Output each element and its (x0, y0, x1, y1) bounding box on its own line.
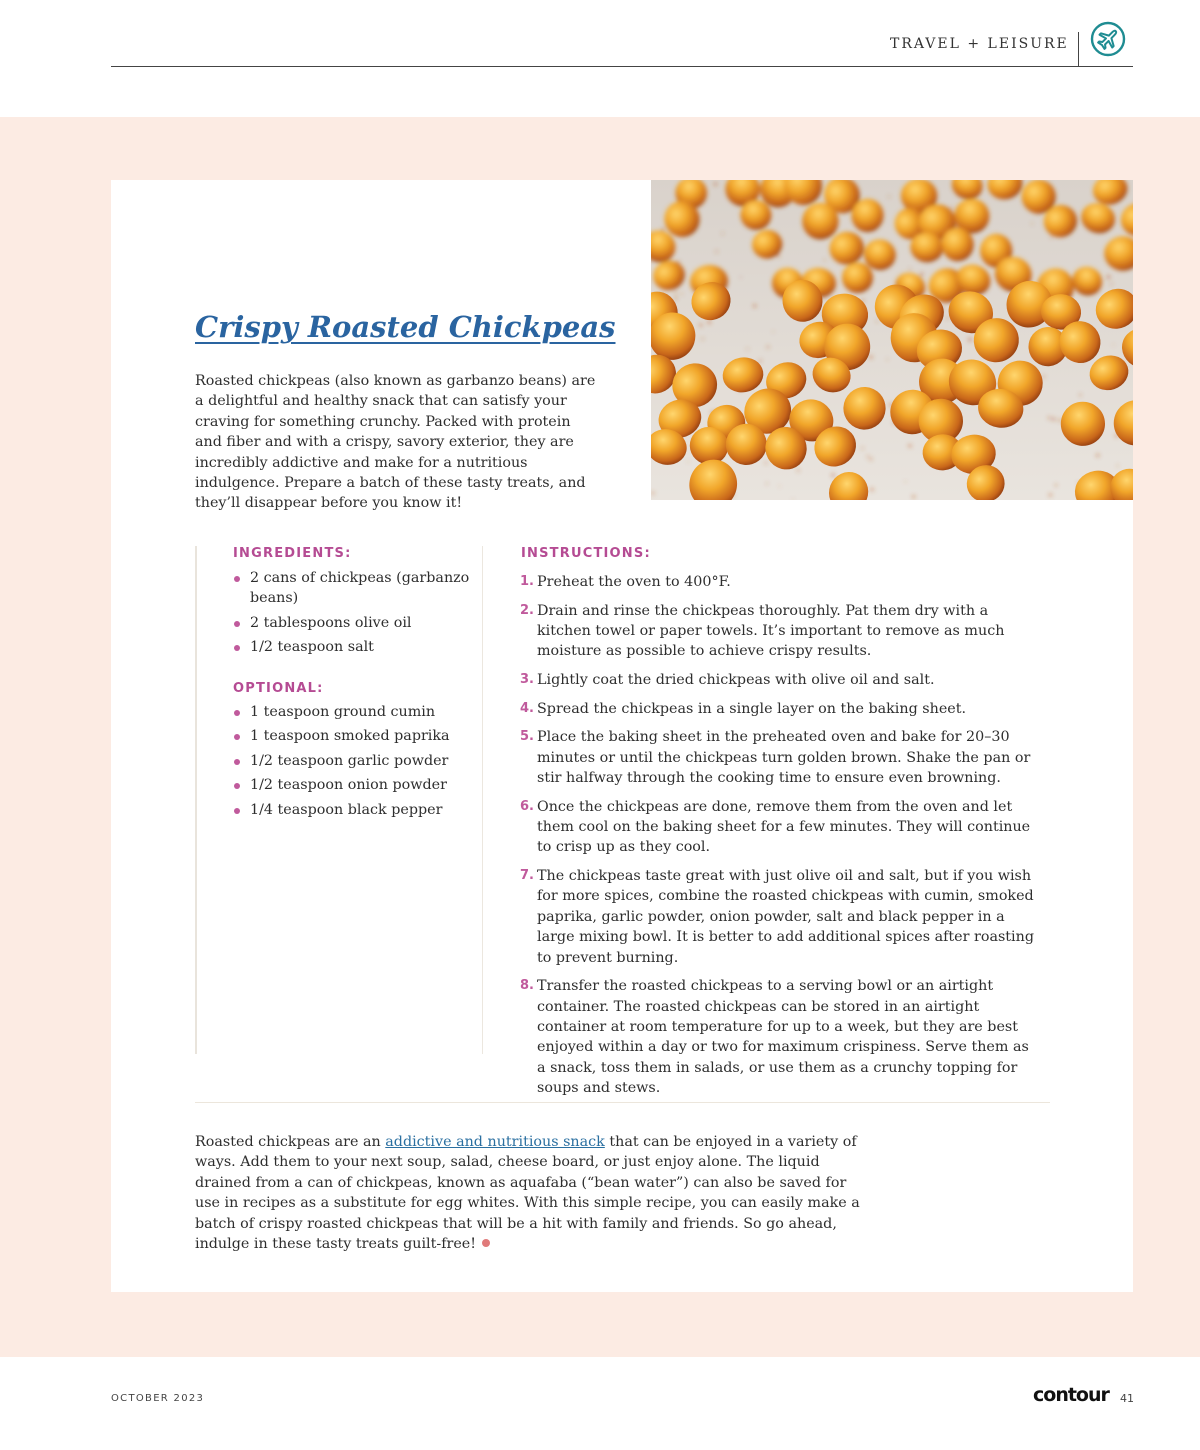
step-text: Drain and rinse the chickpeas thoroughly. Pat them dry with a kitchen towel or paper towels. It’s important to remove as much moisture as possible to achieve crispy results. (537, 602, 1005, 660)
bullet-icon (234, 808, 240, 814)
roasted-chickpeas-photo (651, 180, 1133, 500)
header-divider (1078, 32, 1079, 67)
column-rule-left (195, 546, 197, 1054)
list-item-text: 1/4 teaspoon black pepper (250, 801, 443, 818)
instruction-step (520, 797, 1040, 858)
step-text: Lightly coat the dried chickpeas with olive oil and salt. (537, 672, 935, 688)
instruction-step (520, 976, 1040, 1098)
spice-speck (1052, 418, 1055, 421)
spice-speck (675, 292, 677, 294)
end-mark-icon (482, 1239, 490, 1247)
spice-speck (1049, 493, 1052, 496)
step-text: Transfer the roasted chickpeas to a serving bowl or an airtight container. The roasted chickpeas can be stored in an airtight container at room temperature for up to a week, but they are best enjoyed within a day or two for maximum crispiness. Serve them as a snack, toss them in salads, or use them as a crunchy topping for soups and stews. (537, 978, 1029, 1097)
issue-date: OCTOBER 2023 (111, 1393, 205, 1404)
instruction-step (520, 866, 1040, 968)
step-number: 3. (520, 672, 534, 687)
list-item-text: 1 teaspoon smoked paprika (250, 728, 450, 745)
list-item (233, 568, 473, 609)
column-rule-middle (482, 546, 483, 1054)
instruction-step (520, 699, 1040, 719)
spice-speck (824, 259, 826, 261)
spice-speck (946, 317, 948, 319)
spice-speck (722, 233, 724, 235)
instruction-step (520, 572, 1040, 592)
spice-speck (759, 360, 762, 363)
spice-speck (870, 488, 874, 492)
spice-speck (876, 320, 878, 322)
bullet-icon (234, 783, 240, 789)
spice-speck (831, 474, 834, 477)
step-text: Once the chickpeas are done, remove them from the oven and let them cool on the baking sheet for a few minutes. They will continue to crisp up as they cool. (537, 798, 1031, 856)
spice-speck (740, 277, 741, 278)
page-number: 41 (1120, 1392, 1134, 1405)
spice-speck (701, 338, 703, 340)
bullet-icon (234, 576, 240, 582)
spice-speck (681, 293, 683, 295)
list-item (233, 800, 473, 820)
step-text: Preheat the oven to 400°F. (537, 574, 731, 590)
spice-speck (714, 183, 717, 186)
spice-speck (773, 331, 774, 332)
spice-speck (951, 206, 953, 208)
airplane-circle-icon (1090, 21, 1126, 57)
spice-speck (908, 444, 912, 448)
spice-speck (909, 268, 911, 270)
list-item (233, 702, 473, 722)
spice-speck (1107, 275, 1111, 279)
bullet-icon (234, 621, 240, 627)
spice-speck (920, 273, 923, 276)
bullet-icon (234, 710, 240, 716)
step-number: 1. (520, 574, 534, 589)
spice-speck (699, 323, 702, 326)
spice-speck (867, 455, 869, 457)
list-item-text: 2 cans of chickpeas (garbanzo beans) (250, 570, 470, 607)
step-text: Place the baking sheet in the preheated oven and bake for 20–30 minutes or until the chickpeas turn golden brown. Shake the pan or stir halfway through the cooking time to ensure even browning. (537, 729, 1031, 786)
closing-text-end: that can be enjoyed in a variety of ways. Add them to your next soup, salad, cheese board, or just enjoy alone. The liquid drained from a can of chickpeas, known as aquafaba (“bean water”) can also be saved for use in recipes as a substitute for egg whites. With this simple recipe, you can easily make a batch of crispy roasted chickpeas that will be a hit with family and friends. So go ahead, indulge in these tasty treats guilt-free! (195, 1134, 860, 1253)
step-text: The chickpeas taste great with just olive oil and salt, but if you wish for more spices, combine the roasted chickpeas with cumin, smoked paprika, garlic powder, onion powder, salt and black pepper in a large mixing bowl. It is better to add additional spices after roasting to prevent burning. (537, 868, 1034, 966)
spice-speck (905, 481, 906, 482)
instruction-step (520, 727, 1040, 788)
list-item-text: 1/2 teaspoon garlic powder (250, 752, 449, 769)
list-item-text: 1/2 teaspoon onion powder (250, 777, 447, 794)
spice-speck (651, 492, 654, 495)
spice-speck (747, 348, 749, 350)
header-rule (111, 66, 1133, 67)
list-item (233, 637, 473, 657)
list-item-text: 2 tablespoons olive oil (250, 614, 412, 631)
step-number: 6. (520, 798, 534, 814)
spice-speck (1110, 283, 1112, 285)
spice-speck (797, 469, 800, 472)
section-divider (195, 1102, 1050, 1103)
spice-speck (887, 359, 889, 361)
spice-speck (766, 483, 768, 485)
spice-speck (861, 447, 863, 449)
closing-paragraph (195, 1132, 865, 1254)
spice-speck (661, 228, 664, 231)
spice-speck (715, 250, 717, 252)
bullet-icon (234, 645, 240, 651)
spice-speck (869, 355, 873, 359)
snack-link[interactable]: addictive and nutritious snack (385, 1134, 605, 1150)
step-number: 8. (520, 978, 534, 994)
list-item-text: 1/2 teaspoon salt (250, 639, 374, 656)
spice-speck (1117, 465, 1119, 467)
spice-speck (779, 486, 780, 487)
list-item (233, 613, 473, 633)
optional-list (233, 702, 473, 824)
step-number: 5. (520, 729, 534, 745)
step-number: 4. (520, 700, 534, 716)
instructions-list (520, 572, 1040, 1107)
spice-speck (1050, 236, 1052, 238)
spice-speck (767, 346, 770, 349)
spice-speck (1031, 223, 1033, 225)
step-number: 2. (520, 602, 534, 618)
article-title: Crispy Roasted Chickpeas (195, 310, 616, 344)
spice-speck (912, 495, 915, 498)
spice-speck (753, 304, 756, 307)
instruction-step (520, 670, 1040, 690)
list-item (233, 751, 473, 771)
closing-text-start: Roasted chickpeas are an (195, 1134, 386, 1150)
spice-speck (1113, 344, 1114, 345)
instruction-step (520, 601, 1040, 662)
section-label: TRAVEL + LEISURE (890, 36, 1069, 52)
spice-speck (870, 458, 873, 461)
ingredients-list (233, 568, 473, 662)
spice-speck (1059, 419, 1062, 422)
spice-speck (675, 297, 678, 300)
spice-speck (765, 462, 768, 465)
spice-speck (688, 461, 689, 462)
bullet-icon (234, 759, 240, 765)
article-intro: Roasted chickpeas (also known as garbanzo beans) are a delightful and healthy snack that can satisfy your craving for something crunchy. Packed with protein and fiber and with a crispy, savory exterior, they are incredibly addictive and make for a nutritious indulgence. Prepare a batch of these tasty treats, and they’ll disappear before you know it! (195, 373, 596, 512)
spice-speck (1096, 454, 1099, 457)
bullet-icon (234, 734, 240, 740)
spice-speck (1055, 484, 1057, 486)
list-item (233, 726, 473, 746)
ingredients-heading: INGREDIENTS: (233, 546, 352, 561)
spice-speck (842, 270, 843, 271)
list-item-text: 1 teaspoon ground cumin (250, 704, 436, 720)
spice-speck (1042, 375, 1045, 378)
spice-speck (1079, 394, 1081, 396)
spice-speck (707, 320, 711, 324)
spice-speck (888, 196, 890, 198)
magazine-logo: contour (1033, 1384, 1109, 1406)
optional-heading: OPTIONAL: (233, 681, 324, 696)
step-text: Spread the chickpeas in a single layer on the baking sheet. (537, 700, 967, 717)
spice-speck (1048, 417, 1051, 420)
chickpea (842, 262, 873, 293)
step-number: 7. (520, 868, 534, 883)
instructions-heading: INSTRUCTIONS: (521, 546, 651, 561)
list-item (233, 775, 473, 795)
spice-speck (968, 338, 972, 342)
